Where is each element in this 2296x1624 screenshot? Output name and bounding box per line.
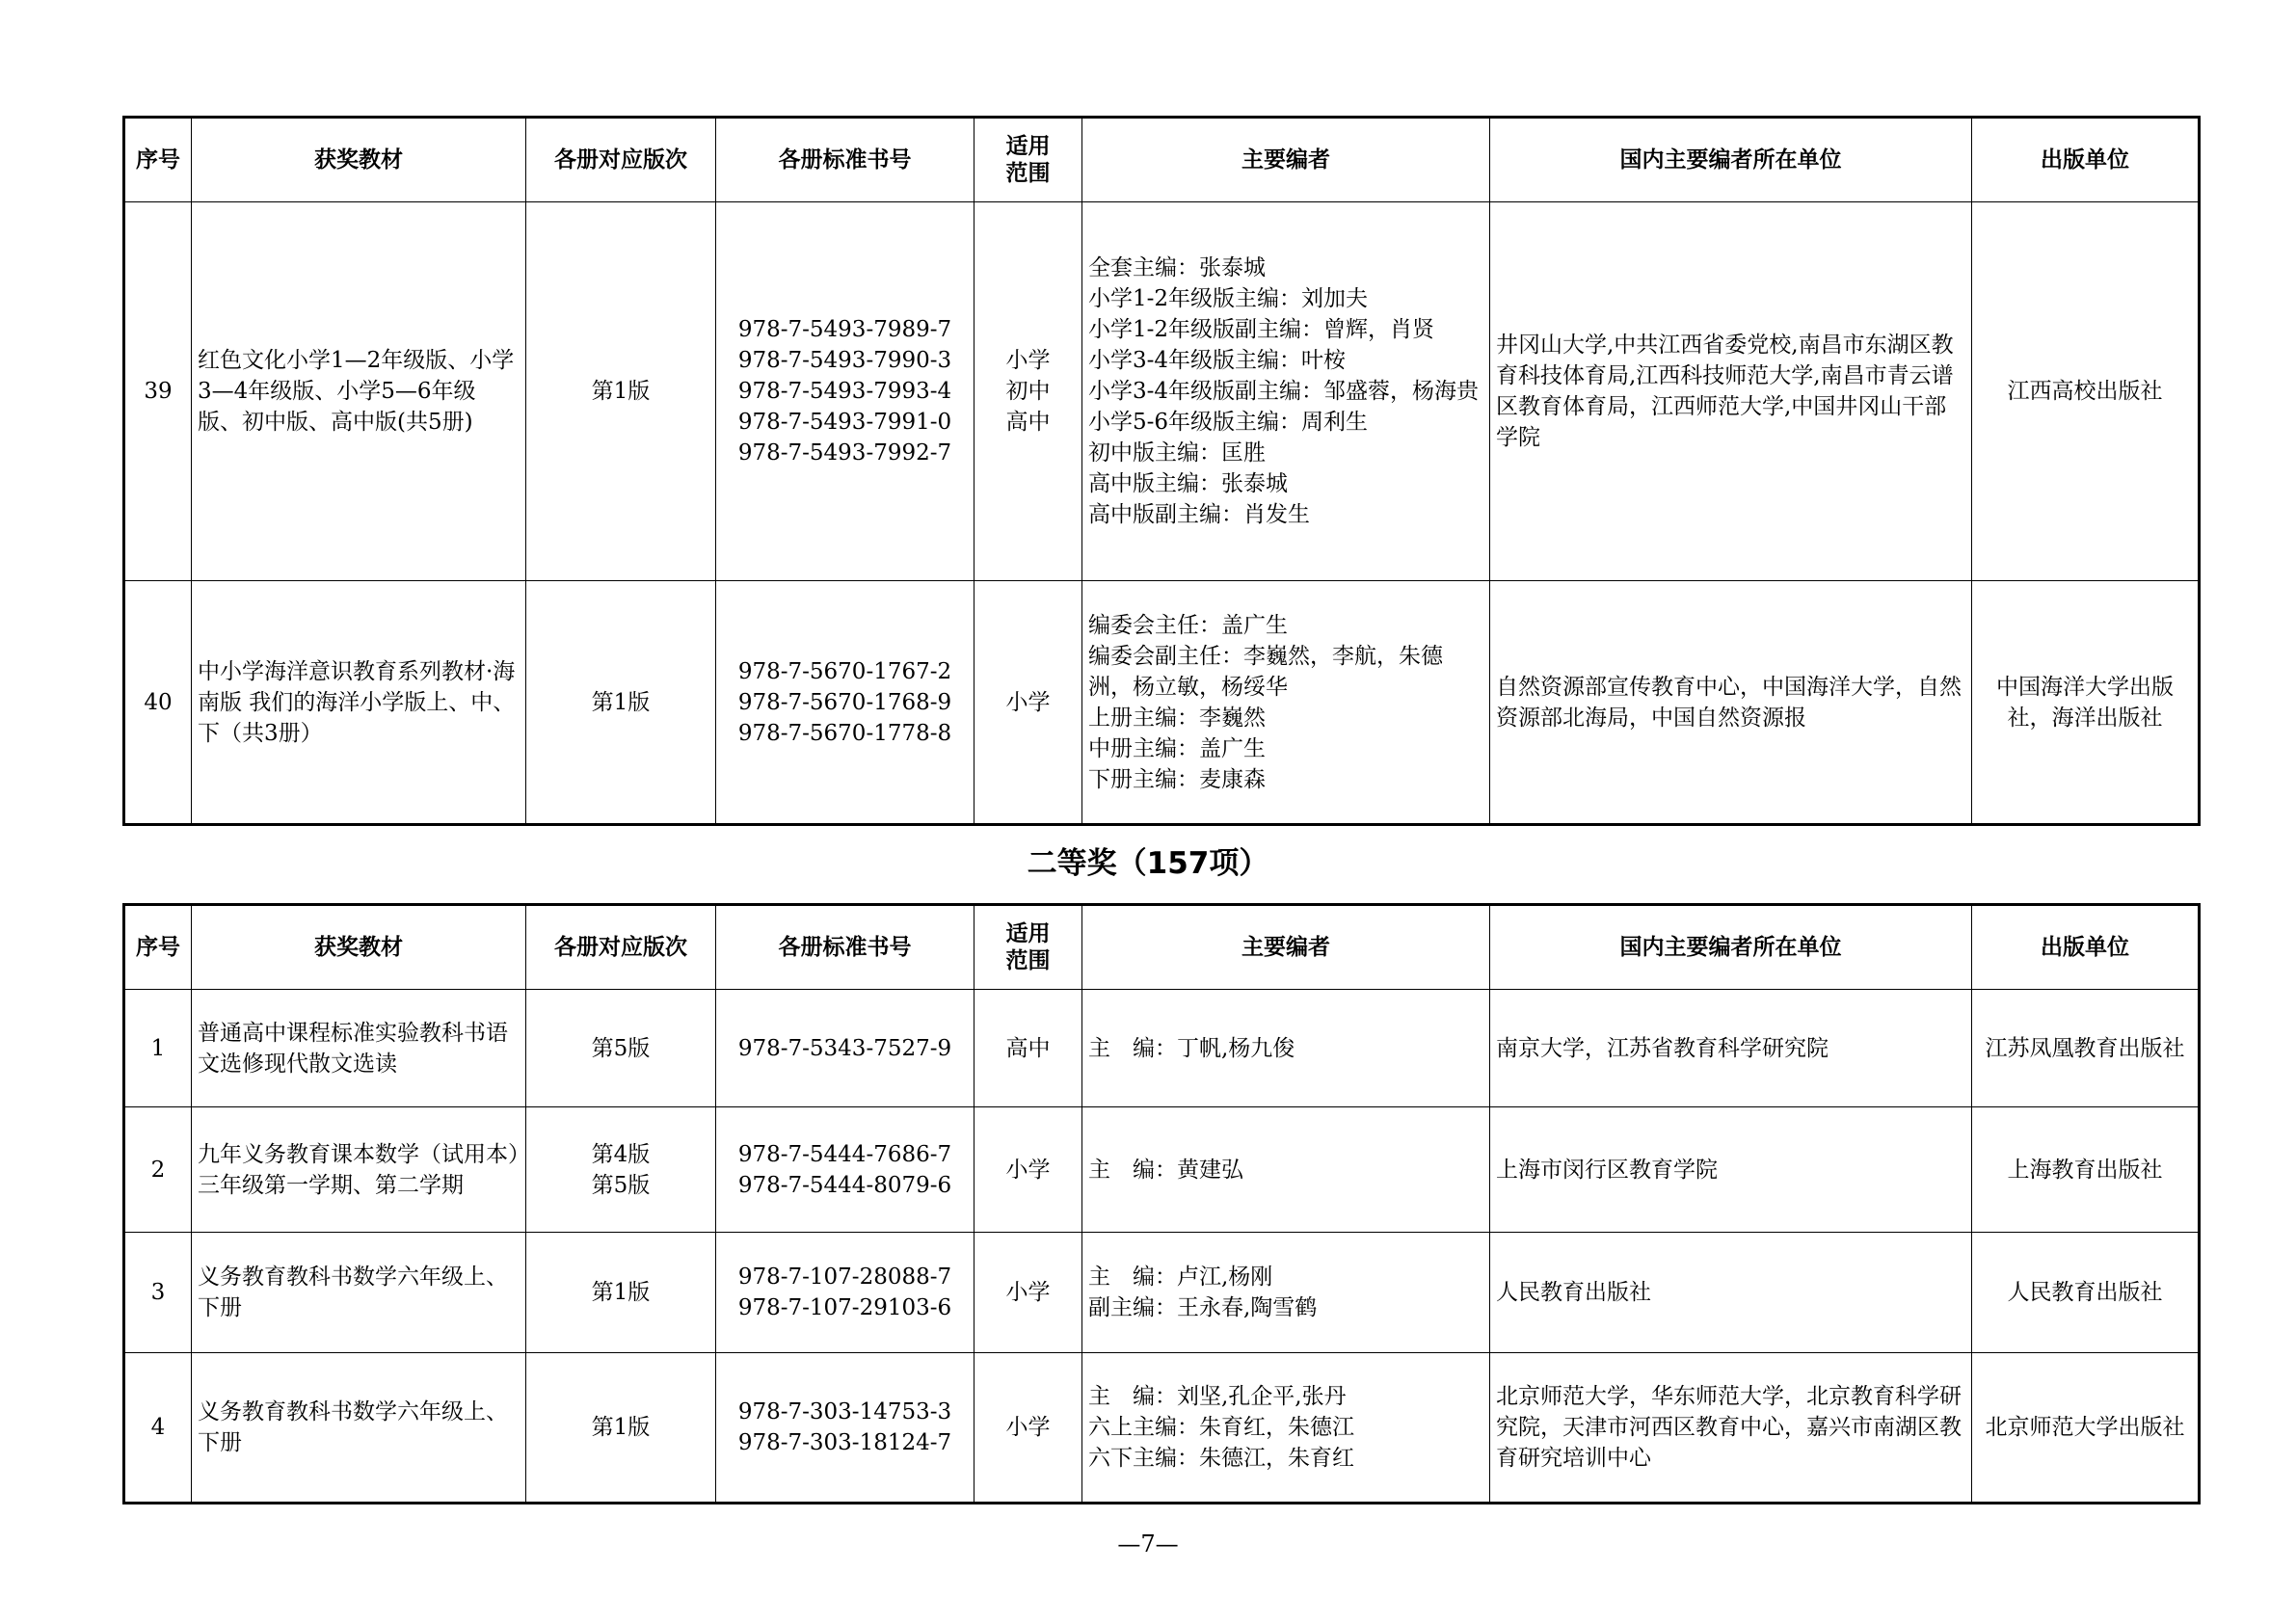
- row-editors: 主 编：卢江,杨刚 副主编：王永春,陶雪鹤: [1082, 1233, 1490, 1353]
- table-row: [124, 990, 2200, 1107]
- row-no: 4: [124, 1353, 192, 1504]
- header-no: 序号: [124, 905, 192, 990]
- row-units: 自然资源部宣传教育中心，中国海洋大学，自然资源部北海局，中国自然资源报: [1490, 581, 1972, 825]
- row-publisher: 上海教育出版社: [1972, 1107, 2200, 1233]
- row-units: 井冈山大学,中共江西省委党校,南昌市东湖区教育科技体育局,江西科技师范大学,南昌市青云谱区教育体育局，江西师范大学,中国井冈山干部学院: [1490, 202, 1972, 581]
- header-title: 获奖教材: [192, 905, 526, 990]
- header-editors: 主要编者: [1082, 905, 1490, 990]
- row-units: 上海市闵行区教育学院: [1490, 1107, 1972, 1233]
- header-units: 国内主要编者所在单位: [1490, 118, 1972, 202]
- row-edition: 第1版: [526, 581, 716, 825]
- row-isbn: 978-7-5493-7989-7 978-7-5493-7990-3 978-7-5493-7993-4 978-7-5493-7991-0 978-7-5493-7992-7: [716, 202, 974, 581]
- row-isbn: 978-7-5444-7686-7 978-7-5444-8079-6: [716, 1107, 974, 1233]
- table-header-row: [124, 905, 2200, 990]
- row-isbn: 978-7-107-28088-7 978-7-107-29103-6: [716, 1233, 974, 1353]
- header-edition: 各册对应版次: [526, 118, 716, 202]
- row-title: 义务教育教科书数学六年级上、下册: [192, 1353, 526, 1504]
- row-publisher: 江苏凤凰教育出版社: [1972, 990, 2200, 1107]
- header-scope: 适用 范围: [974, 118, 1082, 202]
- row-edition: 第1版: [526, 1233, 716, 1353]
- row-title: 中小学海洋意识教育系列教材·海南版 我们的海洋小学版上、中、下（共3册）: [192, 581, 526, 825]
- row-scope: 小学: [974, 1353, 1082, 1504]
- award-table-first-prize: [122, 116, 2201, 826]
- section-title: 二等奖（157项）: [1027, 846, 1269, 881]
- table-row: [124, 1233, 2200, 1353]
- header-isbn: 各册标准书号: [716, 118, 974, 202]
- header-publisher: 出版单位: [1972, 905, 2200, 990]
- row-editors: 主 编：黄建弘: [1082, 1107, 1490, 1233]
- row-units: 人民教育出版社: [1490, 1233, 1972, 1353]
- row-isbn: 978-7-5343-7527-9: [716, 990, 974, 1107]
- row-no: 2: [124, 1107, 192, 1233]
- row-title: 普通高中课程标准实验教科书语文选修现代散文选读: [192, 990, 526, 1107]
- row-scope: 小学: [974, 1233, 1082, 1353]
- row-scope: 小学: [974, 581, 1082, 825]
- row-edition: 第1版: [526, 1353, 716, 1504]
- row-title: 红色文化小学1—2年级版、小学3—4年级版、小学5—6年级版、初中版、高中版(共5册): [192, 202, 526, 581]
- row-title: 义务教育教科书数学六年级上、下册: [192, 1233, 526, 1353]
- table-row: [124, 1353, 2200, 1504]
- row-isbn: 978-7-5670-1767-2 978-7-5670-1768-9 978-7-5670-1778-8: [716, 581, 974, 825]
- row-no: 3: [124, 1233, 192, 1353]
- row-edition: 第1版: [526, 202, 716, 581]
- row-no: 40: [124, 581, 192, 825]
- row-publisher: 江西高校出版社: [1972, 202, 2200, 581]
- row-publisher: 中国海洋大学出版社，海洋出版社: [1972, 581, 2200, 825]
- row-edition: 第5版: [526, 990, 716, 1107]
- row-editors: 主 编：丁帆,杨九俊: [1082, 990, 1490, 1107]
- row-scope: 小学 初中 高中: [974, 202, 1082, 581]
- row-isbn: 978-7-303-14753-3 978-7-303-18124-7: [716, 1353, 974, 1504]
- table-header-row: [124, 118, 2200, 202]
- header-editors: 主要编者: [1082, 118, 1490, 202]
- row-editors: 全套主编：张泰城 小学1-2年级版主编：刘加夫 小学1-2年级版副主编：曾辉，肖贤 小学3-4年级版主编：叶桉 小学3-4年级版副主编：邹盛蓉，杨海贵 小学5-6年级版主编：周利生 初中版主编：匡胜 高中版主编：张泰城 高中版副主编：肖发生: [1082, 202, 1490, 581]
- row-publisher: 人民教育出版社: [1972, 1233, 2200, 1353]
- header-no: 序号: [124, 118, 192, 202]
- table-row: [124, 202, 2200, 581]
- table-row: [124, 1107, 2200, 1233]
- award-table-second-prize: [122, 903, 2201, 1504]
- header-scope: 适用 范围: [974, 905, 1082, 990]
- table-row: [124, 581, 2200, 825]
- row-publisher: 北京师范大学出版社: [1972, 1353, 2200, 1504]
- row-scope: 小学: [974, 1107, 1082, 1233]
- row-units: 南京大学，江苏省教育科学研究院: [1490, 990, 1972, 1107]
- header-publisher: 出版单位: [1972, 118, 2200, 202]
- page-number: —7—: [1117, 1531, 1179, 1557]
- header-units: 国内主要编者所在单位: [1490, 905, 1972, 990]
- header-edition: 各册对应版次: [526, 905, 716, 990]
- row-title: 九年义务教育课本数学（试用本）三年级第一学期、第二学期: [192, 1107, 526, 1233]
- header-title: 获奖教材: [192, 118, 526, 202]
- row-units: 北京师范大学，华东师范大学，北京教育科学研究院，天津市河西区教育中心，嘉兴市南湖区教育研究培训中心: [1490, 1353, 1972, 1504]
- row-scope: 高中: [974, 990, 1082, 1107]
- header-isbn: 各册标准书号: [716, 905, 974, 990]
- row-no: 39: [124, 202, 192, 581]
- row-no: 1: [124, 990, 192, 1107]
- row-editors: 主 编：刘坚,孔企平,张丹 六上主编：朱育红，朱德江 六下主编：朱德江，朱育红: [1082, 1353, 1490, 1504]
- row-edition: 第4版 第5版: [526, 1107, 716, 1233]
- row-editors: 编委会主任：盖广生 编委会副主任：李巍然，李航，朱德洲，杨立敏，杨绥华 上册主编：李巍然 中册主编：盖广生 下册主编：麦康森: [1082, 581, 1490, 825]
